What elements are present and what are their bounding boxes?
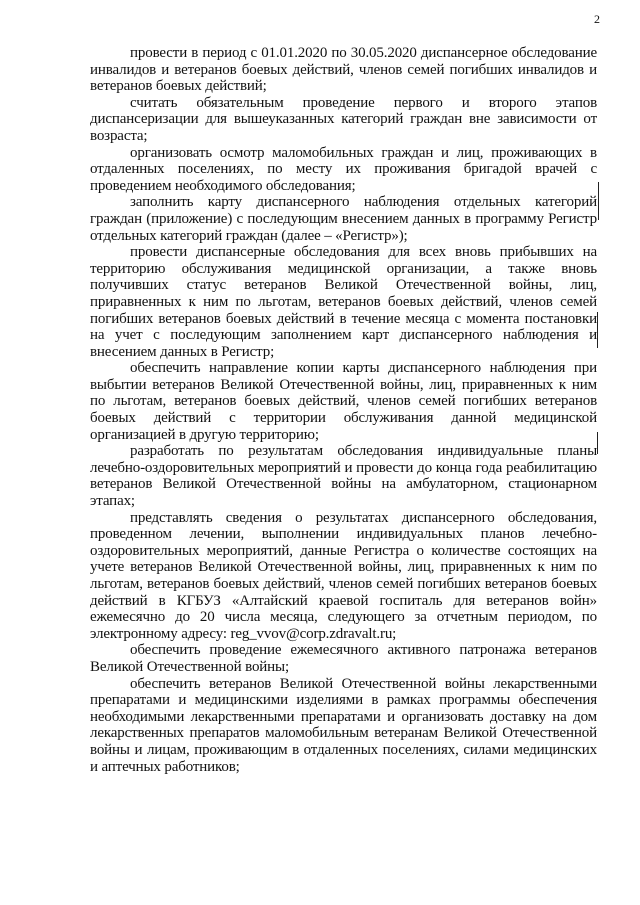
paragraph-1: провести в период с 01.01.2020 по 30.05.2020 диспансерное обследование инвалидов и ветеранов боевых действий, членов семей погибших инвалидов и ветеранов боевых действий; — [90, 45, 597, 95]
scan-edge-mark — [597, 312, 598, 348]
paragraph-2: считать обязательным проведение первого и второго этапов диспансеризации для вышеуказанных категорий граждан вне зависимости от возраста; — [90, 94, 597, 144]
paragraph-6: обеспечить направление копии карты диспансерного наблюдения при выбытии ветеранов Великой Отечественной войны, лиц, приравненных к ним по льготам, ветеранов боевых действий, членов семей погибших ветеранов боевых действий с территории обслуживания данной медицинской организацией в другую территорию; — [90, 360, 597, 443]
paragraph-3: организовать осмотр маломобильных граждан и лиц, проживающих в отдаленных поселениях, по месту их проживания бригадой врачей с проведением необходимого обследования; — [90, 144, 597, 194]
page-number: 2 — [594, 12, 600, 26]
paragraph-10: обеспечить ветеранов Великой Отечественной войны лекарственными препаратами и медицинскими изделиями в рамках программы обеспечения необходимыми лекарственными препаратами и организовать доставку на дом лекарственных препаратов маломобильным ветеранам Великой Отечественной войны и лицам, проживающим в отдаленных поселениях, силами медицинских и аптечных работников; — [90, 675, 597, 775]
paragraph-7: разработать по результатам обследования индивидуальные планы лечебно-оздоровительных мероприятий и провести до конца года реабилитацию ветеранов Великой Отечественной войны на амбулаторном, стационарном этапах; — [90, 443, 597, 510]
scan-edge-mark — [598, 182, 599, 220]
paragraph-4: заполнить карту диспансерного наблюдения отдельных категорий граждан (приложение) с последующим внесением данных в программу Регистр отдельных категорий граждан (далее – «Регистр»); — [90, 194, 597, 244]
scan-edge-mark — [597, 432, 598, 454]
paragraph-9: обеспечить проведение ежемесячного активного патронажа ветеранов Великой Отечественной войны; — [90, 642, 597, 675]
paragraph-8: представлять сведения о результатах диспансерного обследования, проведенном лечении, выполнении индивидуальных планов лечебно-оздоровительных мероприятий, данные Регистра о количестве состоящих на учете ветеранов Великой Отечественной войны, лиц, приравненных к ним по льготам, ветеранов боевых действий, членов семей погибших ветеранов боевых действий в КГБУЗ «Алтайский краевой госпиталь для ветеранов войн» ежемесячно до 20 числа месяца, следующего за отчетным периодом, по электронному адресу: reg_vvov@corp.zdravalt.ru; — [90, 509, 597, 642]
paragraph-5: провести диспансерные обследования для всех вновь прибывших на территорию обслуживания медицинской организации, а также вновь получивших статус ветеранов Великой Отечественной войны, лиц, приравненных к ним по льготам, ветеранов боевых действий, членов семей погибших ветеранов боевых действий в течение месяца с момента постановки на учет с последующим заполнением карт диспансерного наблюдения и внесением данных в Регистр; — [90, 244, 597, 360]
document-body — [90, 45, 597, 775]
